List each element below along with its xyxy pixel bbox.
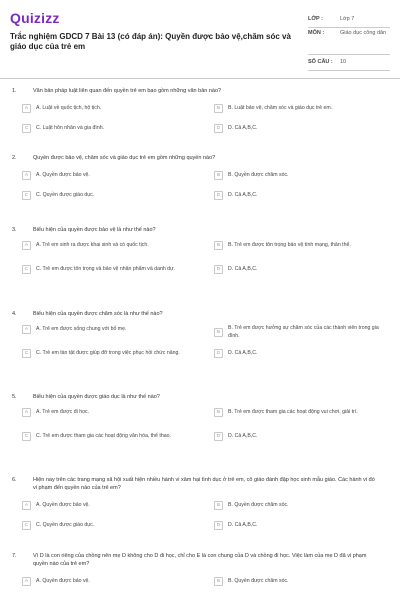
option-d[interactable] [214, 349, 389, 358]
question-number: 2. [12, 155, 17, 161]
option-text: C. Quyền được giáo dục. [36, 191, 95, 198]
option-c[interactable] [22, 191, 202, 200]
option-a[interactable] [22, 501, 202, 510]
option-letter-badge: A [22, 171, 31, 180]
question-text: Biểu hiện của quyền được giáo dục là như thế nào? [33, 394, 160, 400]
option-letter-badge: D [214, 521, 223, 530]
option-b[interactable] [214, 241, 389, 250]
option-letter-badge: C [22, 124, 31, 133]
option-text: A. Quyền được bảo vệ. [36, 501, 90, 508]
option-text: C. Quyền được giáo dục. [36, 521, 95, 528]
meta-count-value: 10 [340, 59, 347, 65]
option-text: A. Trẻ em được sống chung với bố mẹ. [36, 325, 127, 332]
quizizz-logo[interactable]: Quizizz [10, 10, 60, 26]
quiz-meta [308, 14, 390, 71]
option-d[interactable] [214, 191, 389, 200]
option-letter-badge: A [22, 408, 31, 417]
option-text: A. Quyền được bảo vệ. [36, 171, 90, 178]
option-letter-badge: B [214, 501, 223, 510]
option-letter-badge: A [22, 577, 31, 586]
option-letter-badge: B [214, 104, 223, 113]
option-a[interactable] [22, 171, 202, 180]
option-letter-badge: A [22, 501, 31, 510]
meta-count-row [308, 55, 390, 71]
option-a[interactable] [22, 241, 202, 250]
question-number: 6. [12, 477, 17, 483]
question-header [0, 553, 400, 569]
question-header [0, 88, 400, 96]
question-4 [0, 311, 400, 394]
option-b[interactable] [214, 408, 389, 417]
meta-subject-value: Giáo dục công dân [340, 30, 387, 36]
option-text: A. Quyền được bảo vệ. [36, 577, 90, 584]
option-letter-badge: D [214, 191, 223, 200]
question-2 [0, 155, 400, 227]
question-6 [0, 477, 400, 553]
option-letter-badge: D [214, 124, 223, 133]
option-b[interactable] [214, 171, 389, 180]
option-text: C. Trẻ em được tôn trọng và bảo vệ nhân phẩm và danh dự. [36, 265, 175, 272]
option-text: B. Quyền được chăm sóc. [228, 501, 289, 508]
option-d[interactable] [214, 521, 389, 530]
option-letter-badge: A [22, 104, 31, 113]
option-d[interactable] [214, 124, 389, 133]
option-text: B. Trẻ em được tham gia các hoạt động vui chơi, giải trí. [228, 408, 358, 415]
question-header [0, 477, 400, 493]
option-d[interactable] [214, 432, 389, 441]
option-c[interactable] [22, 349, 202, 358]
option-text: C. Trẻ em tàn tật được giúp đỡ trong việc phục hồi chức năng. [36, 349, 180, 356]
option-text: D. Cả A,B,C. [228, 265, 258, 272]
question-header [0, 155, 400, 163]
meta-count-label: SỐ CÂU : [308, 59, 333, 65]
option-c[interactable] [22, 432, 202, 441]
option-a[interactable] [22, 325, 202, 334]
option-a[interactable] [22, 104, 202, 113]
question-header [0, 227, 400, 235]
header-divider [0, 78, 400, 79]
option-text: D. Cả A,B,C. [228, 349, 258, 356]
option-c[interactable] [22, 265, 202, 274]
question-text: Quyền được bảo vệ, chăm sóc và giáo dục trẻ em gồm những quyền nào? [33, 155, 216, 161]
option-letter-badge: A [22, 241, 31, 250]
question-text: Biểu hiện của quyền được chăm sóc là như thế nào? [33, 311, 163, 317]
question-header [0, 311, 400, 319]
option-letter-badge: B [214, 408, 223, 417]
option-letter-badge: D [214, 265, 223, 274]
question-list [0, 88, 400, 593]
question-3 [0, 227, 400, 311]
question-text: Văn bản pháp luật liên quan đến quyền trẻ em bao gồm những văn bản nào? [33, 88, 222, 94]
page-header [0, 0, 400, 78]
question-7 [0, 553, 400, 593]
option-text: B. Luật bảo vệ, chăm sóc và giáo dục trẻ em. [228, 104, 333, 111]
question-number: 5. [12, 394, 17, 400]
question-text: Hiện nay trên các trang mạng xã hội xuất hiện nhiều hành vi xâm hại tình dục ở trẻ em, cô giáo đánh đập học sinh mẫu giáo. Các hành vi đó vi phạm đến quyền nào của trẻ em? [33, 477, 375, 491]
option-text: D. Cả A,B,C. [228, 191, 258, 198]
option-letter-badge: A [22, 325, 31, 334]
option-text: D. Cả A,B,C. [228, 521, 258, 528]
option-a[interactable] [22, 408, 202, 417]
page-title: Trắc nghiệm GDCD 7 Bài 13 (có đáp án): Quyền được bảo vệ,chăm sóc và giáo dục của trẻ em [10, 32, 291, 52]
question-number: 3. [12, 227, 17, 233]
option-letter-badge: C [22, 191, 31, 200]
option-letter-badge: C [22, 349, 31, 358]
option-text: C. Trẻ em được tham gia các hoạt động văn hóa, thể thao. [36, 432, 171, 439]
option-b[interactable] [214, 501, 389, 510]
option-letter-badge: D [214, 432, 223, 441]
meta-subject-row [308, 28, 390, 55]
meta-class-value: Lớp 7 [340, 16, 355, 22]
meta-class-label: LỚP : [308, 16, 323, 22]
option-letter-badge: B [214, 241, 223, 250]
option-c[interactable] [22, 124, 202, 133]
option-b[interactable] [214, 104, 389, 113]
option-b[interactable] [214, 325, 389, 340]
question-number: 7. [12, 553, 17, 559]
option-letter-badge: C [22, 265, 31, 274]
option-text: B. Trẻ em được tôn trọng bảo vệ tính mạng, thân thể. [228, 241, 351, 248]
question-5 [0, 394, 400, 477]
question-number: 4. [12, 311, 17, 317]
option-text: A. Trẻ em được đi học. [36, 408, 90, 415]
question-text: Biểu hiện của quyền được bảo vệ là như thế nào? [33, 227, 156, 233]
option-text: B. Quyền được chăm sóc. [228, 171, 289, 178]
option-text: A. Trẻ em sinh ra được khai sinh và có quốc tịch. [36, 241, 149, 248]
meta-class-row [308, 14, 390, 28]
meta-subject-label: MÔN : [308, 30, 325, 36]
question-header [0, 394, 400, 402]
option-text: A. Luật về quốc tịch, hộ tịch. [36, 104, 102, 111]
option-letter-badge: B [214, 171, 223, 180]
option-b[interactable] [214, 577, 389, 586]
option-letter-badge: B [214, 577, 223, 586]
option-text: B. Trẻ em được hưởng sự chăm sóc của các thành viên trong gia đình. [228, 324, 379, 339]
question-text: Vì D là con riêng của chồng nên mẹ D không cho D đi học, chỉ cho E là con chung của D và chồng đi học. Việc làm của mẹ D đã vi phạm quyền nào của trẻ em? [33, 553, 367, 567]
option-text: D. Cả A,B,C. [228, 124, 258, 131]
question-number: 1. [12, 88, 17, 94]
option-d[interactable] [214, 265, 389, 274]
option-text: C. Luật hôn nhân và gia đình. [36, 124, 105, 131]
option-letter-badge: B [214, 328, 223, 337]
option-text: D. Cả A,B,C. [228, 432, 258, 439]
option-a[interactable] [22, 577, 202, 586]
question-1 [0, 88, 400, 155]
option-letter-badge: C [22, 432, 31, 441]
option-c[interactable] [22, 521, 202, 530]
option-letter-badge: C [22, 521, 31, 530]
option-letter-badge: D [214, 349, 223, 358]
option-text: B. Quyền được chăm sóc. [228, 577, 289, 584]
